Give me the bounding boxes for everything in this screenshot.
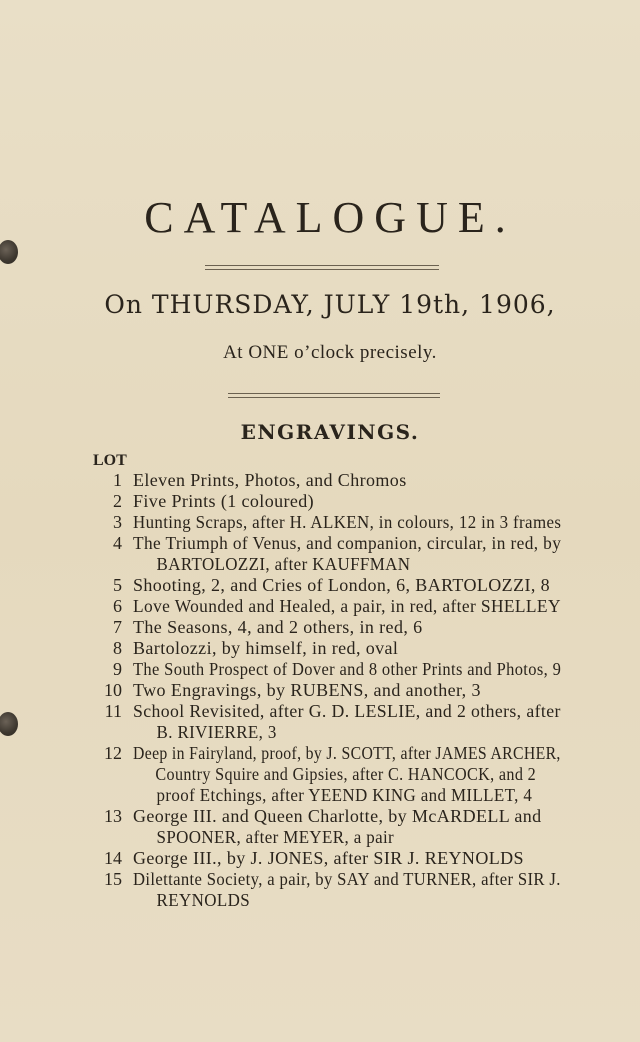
title-divider: [205, 265, 439, 266]
lot-number: 11: [104, 701, 122, 721]
lot-number: 15: [104, 869, 122, 889]
lot-description-line: Love Wounded and Healed, a pair, in red, after SHELLEY: [133, 596, 561, 616]
lot-description: [133, 512, 561, 533]
lot-number: 8: [113, 638, 122, 658]
lot-description: [133, 701, 561, 743]
lot-entry: [0, 848, 640, 869]
lot-description: [133, 659, 561, 680]
lot-description-line: Dilettante Society, a pair, by SAY and TURNER, after SIR J.: [133, 869, 561, 889]
lot-number: 14: [104, 848, 122, 868]
lot-description-line: The Triumph of Venus, and companion, circular, in red, by: [133, 533, 562, 553]
lot-description-line: The Seasons, 4, and 2 others, in red, 6: [133, 617, 423, 637]
time-divider-second: [228, 397, 440, 398]
lot-description-line: REYNOLDS: [156, 890, 250, 910]
lot-description-line: SPOONER, after MEYER, a pair: [156, 827, 395, 847]
lot-description-line: Bartolozzi, by himself, in red, oval: [133, 638, 399, 658]
lot-number: 6: [113, 596, 122, 616]
lot-description-line: Two Engravings, by RUBENS, and another, 3: [133, 680, 481, 700]
lot-entry: [0, 512, 640, 533]
lot-number: 12: [104, 743, 122, 763]
lot-entry: [0, 806, 640, 848]
lot-description: [133, 848, 561, 869]
lot-entry: [0, 638, 640, 659]
lot-description: [133, 596, 561, 617]
lot-description: [133, 743, 561, 806]
binding-hole-top: [0, 240, 18, 264]
lot-description-line: Eleven Prints, Photos, and Chromos: [133, 470, 407, 490]
lot-entry: [0, 659, 640, 680]
lot-number: 3: [113, 512, 122, 532]
lot-description-line: B. RIVIERRE, 3: [156, 722, 277, 742]
title-divider-second: [205, 269, 439, 270]
lot-description-line: George III. and Queen Charlotte, by McARDELL and: [133, 806, 542, 826]
lot-description-line: School Revisited, after G. D. LESLIE, and 2 others, after: [133, 701, 561, 721]
lot-number: 7: [113, 617, 122, 637]
lot-description-line: Five Prints (1 coloured): [133, 491, 315, 511]
lot-description: [133, 869, 561, 911]
lot-entry: [0, 680, 640, 701]
lot-description: [133, 638, 561, 659]
lot-description-line: Shooting, 2, and Cries of London, 6, BARTOLOZZI, 8: [133, 575, 551, 595]
section-heading: ENGRAVINGS.: [240, 420, 420, 444]
lot-description-line: proof Etchings, after YEEND KING and MILLET, 4: [156, 785, 533, 805]
lot-description-line: Country Squire and Gipsies, after C. HANCOCK, and 2: [155, 764, 537, 784]
lot-entry: [0, 575, 640, 596]
lot-description-line: The South Prospect of Dover and 8 other Prints and Photos, 9: [133, 659, 562, 679]
lot-entry: [0, 869, 640, 911]
time-divider: [228, 393, 440, 394]
lot-number: 9: [113, 659, 122, 679]
lot-entry: [0, 533, 640, 575]
lot-column-header: LOT: [93, 452, 127, 469]
lot-description: [133, 806, 561, 848]
lot-description: [133, 533, 561, 575]
lot-description: [133, 680, 561, 701]
lot-number: 13: [104, 806, 122, 826]
lot-description-line: George III., by J. JONES, after SIR J. REYNOLDS: [133, 848, 524, 868]
lot-number: 2: [113, 491, 122, 511]
lot-entry: [0, 743, 640, 806]
lot-description-line: BARTOLOZZI, after KAUFFMAN: [156, 554, 411, 574]
lot-description: [133, 491, 561, 512]
lot-number: 1: [113, 470, 122, 490]
lot-entry: [0, 701, 640, 743]
lot-number: 4: [113, 533, 122, 553]
lot-description: [133, 575, 561, 596]
lot-number: 10: [104, 680, 122, 700]
sale-time: At ONE o’clock precisely.: [223, 342, 437, 363]
lot-entry: [0, 617, 640, 638]
lot-description: [133, 470, 561, 491]
lot-entry: [0, 596, 640, 617]
lot-entry: [0, 470, 640, 491]
lot-description-line: Deep in Fairyland, proof, by J. SCOTT, after JAMES ARCHER,: [133, 743, 561, 763]
lot-description-line: Hunting Scraps, after H. ALKEN, in colours, 12 in 3 frames: [133, 512, 562, 532]
lot-number: 5: [113, 575, 122, 595]
lot-entry: [0, 491, 640, 512]
lot-description: [133, 617, 561, 638]
sale-date: On THURSDAY, JULY 19th, 1906,: [104, 290, 556, 319]
page-title: CATALOGUE.: [144, 193, 516, 242]
